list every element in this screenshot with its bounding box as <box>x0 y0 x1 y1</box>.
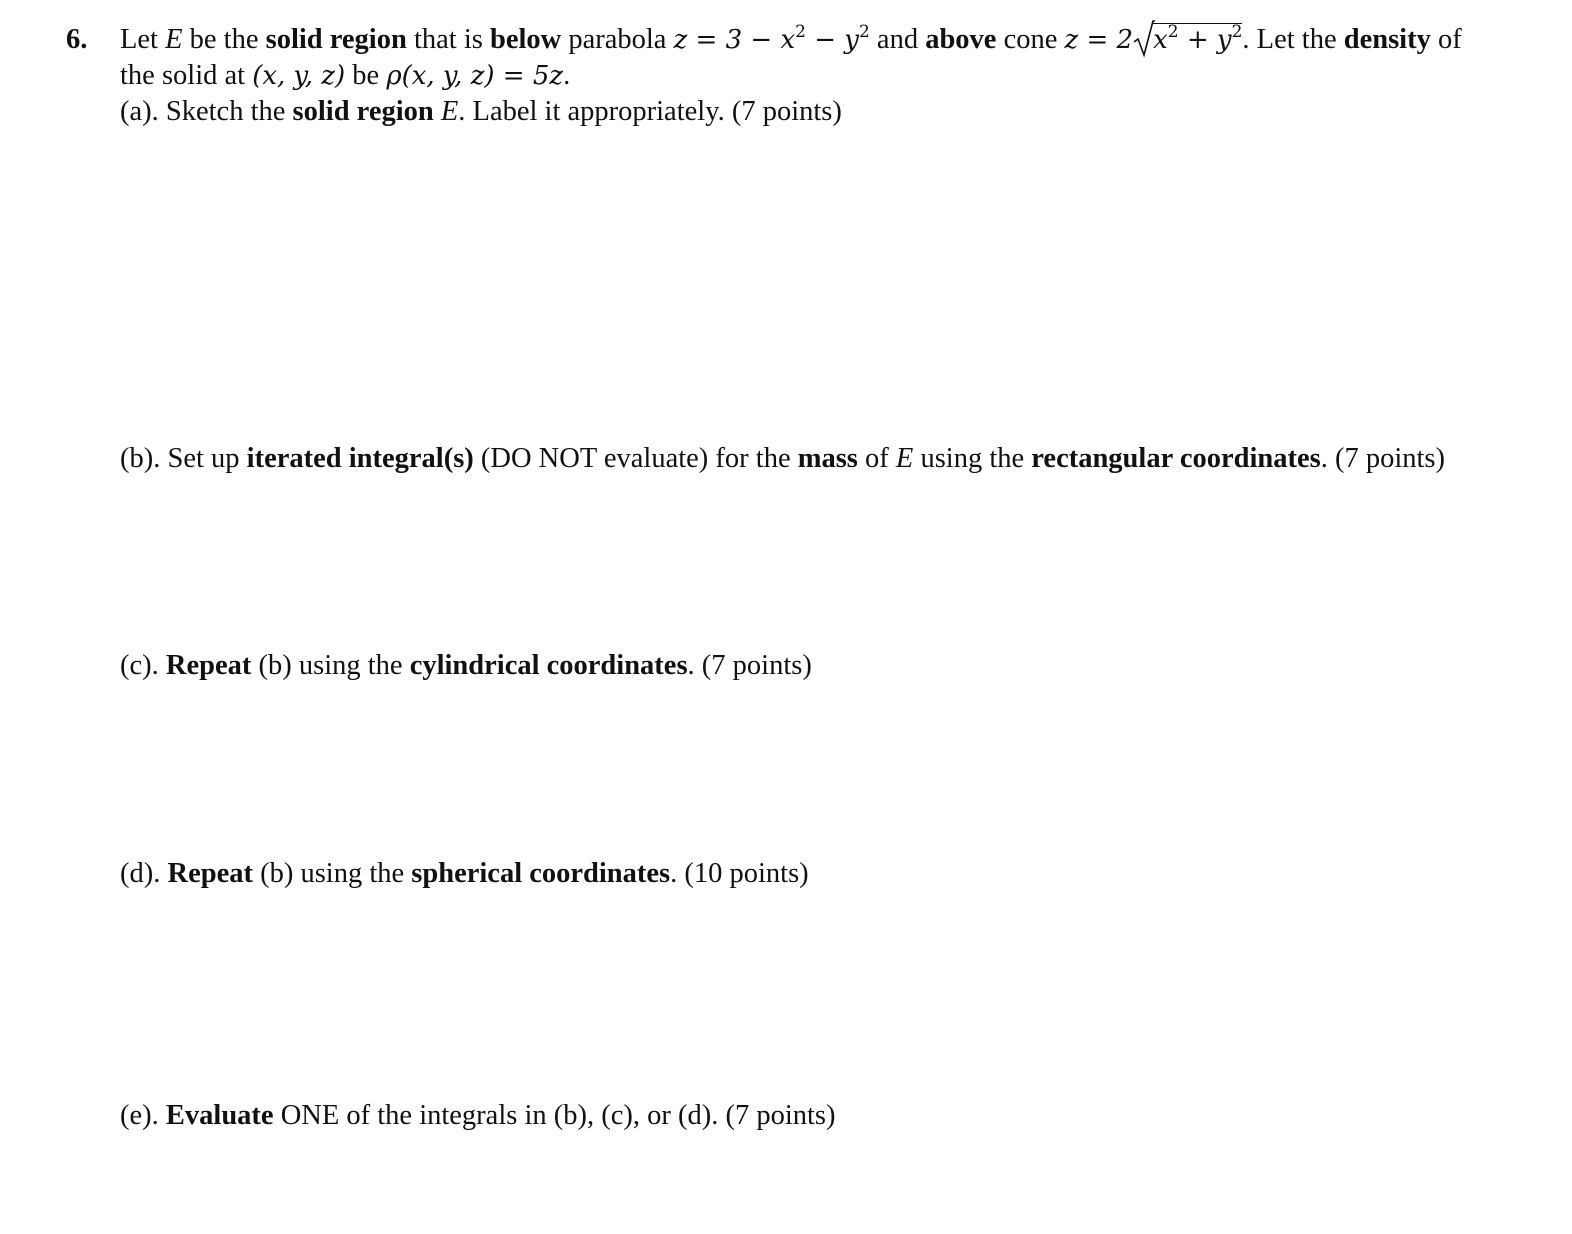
intro-text: the solid at <box>120 60 253 91</box>
intro-line-2 <box>120 58 570 94</box>
solid-region-term: solid region <box>265 24 407 55</box>
intro-text: parabola <box>561 24 674 55</box>
above-term: above <box>925 24 997 55</box>
intro-text: Let <box>120 24 166 55</box>
intro-text: . <box>563 60 571 91</box>
question-number: 6. <box>66 24 88 55</box>
intro-text: be <box>345 60 387 91</box>
radical-sign-icon <box>1133 18 1155 58</box>
intro-text: . Let the <box>1242 24 1344 55</box>
intro-text: cone <box>996 24 1065 55</box>
intro-line-1 <box>120 22 1462 58</box>
square-root: $x^2 + y^2$ <box>1133 22 1242 58</box>
part-b: (b). Set up iterated integral(s) (DO NOT evaluate) for the mass of E using the rectangular coordinates. (7 points) <box>120 443 1446 474</box>
part-d: (d). Repeat (b) using the spherical coordinates. (10 points) <box>120 858 809 889</box>
point-notation: (x, y, z) <box>252 61 346 91</box>
region-symbol: E <box>165 24 183 55</box>
part-a: (a). Sketch the solid region E. Label it appropriately. (7 points) <box>120 96 842 127</box>
density-term: density <box>1343 24 1431 55</box>
intro-text: be the <box>182 24 266 55</box>
below-term: below <box>489 24 562 55</box>
part-c: (c). Repeat (b) using the cylindrical coordinates. (7 points) <box>120 650 812 681</box>
part-e: (e). Evaluate ONE of the integrals in (b), (c), or (d). (7 points) <box>120 1100 836 1131</box>
density-equation: ρ(x, y, z) = 5z <box>386 61 564 91</box>
parabola-equation: $z = 3 - x^2 - y^2$ <box>673 22 870 55</box>
intro-text: that is <box>406 24 490 55</box>
intro-text: of <box>1430 24 1462 55</box>
cone-equation: z = 2 $x^2 + y^2$ <box>1065 25 1243 55</box>
intro-text: and <box>869 24 926 55</box>
